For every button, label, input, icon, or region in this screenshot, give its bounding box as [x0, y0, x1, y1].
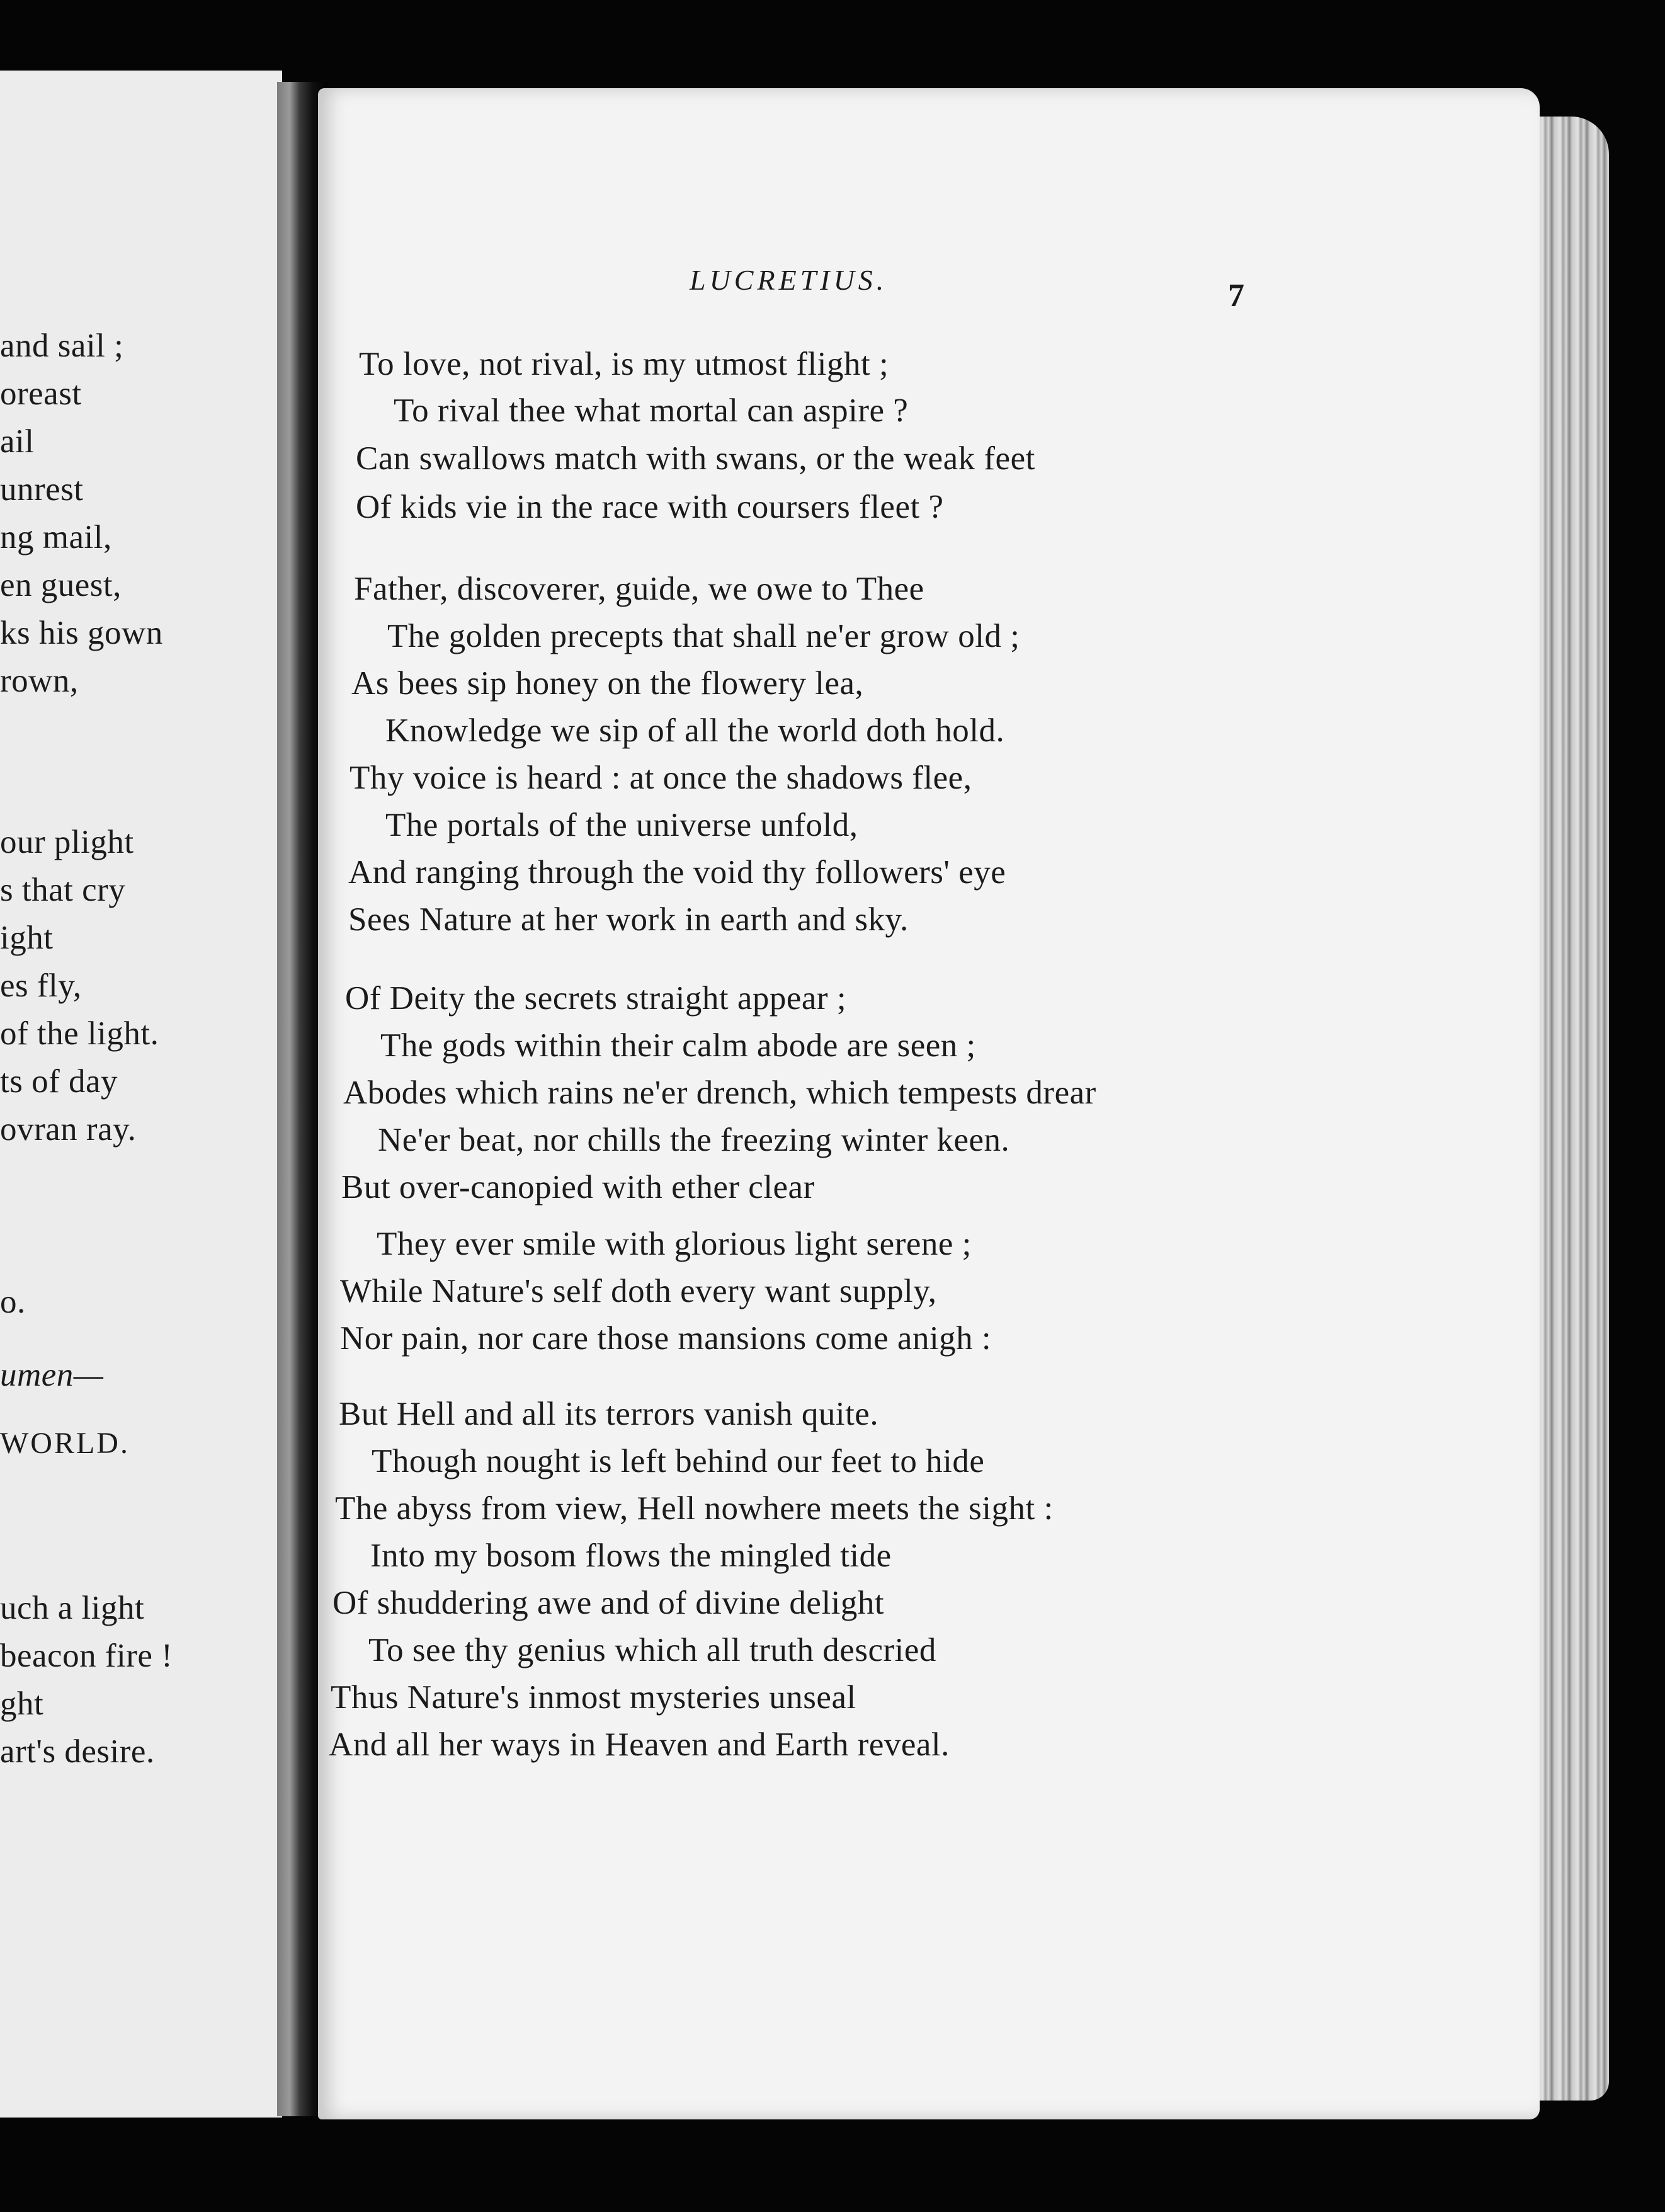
poem-line: Of shuddering awe and of divine delight — [332, 1585, 885, 1621]
left-line: and sail ; — [0, 328, 124, 364]
poem-line: But Hell and all its terrors vanish quite. — [339, 1396, 879, 1432]
poem-line: Thus Nature's inmost mysteries unseal — [331, 1679, 856, 1716]
poem-line: The gods within their calm abode are seen ; — [380, 1027, 976, 1064]
left-line: ght — [0, 1685, 44, 1722]
left-line: WORLD. — [0, 1427, 130, 1460]
left-line: of the light. — [0, 1015, 159, 1052]
poem-line: And all her ways in Heaven and Earth reveal. — [329, 1726, 950, 1763]
poem-line: To love, not rival, is my utmost flight ; — [359, 346, 889, 382]
poem-line: And ranging through the void thy followers' eye — [348, 854, 1006, 891]
poem-line: To rival thee what mortal can aspire ? — [394, 392, 909, 429]
poem-line: Sees Nature at her work in earth and sky. — [348, 901, 909, 938]
poem-line: Into my bosom flows the mingled tide — [370, 1537, 892, 1574]
left-line: en guest, — [0, 567, 122, 603]
left-line: our plight — [0, 824, 134, 860]
poem-line: As bees sip honey on the flowery lea, — [351, 665, 864, 702]
left-line: ng mail, — [0, 519, 112, 556]
poem-line: Though nought is left behind our feet to hide — [372, 1443, 985, 1479]
poem-line: Of Deity the secrets straight appear ; — [345, 980, 847, 1017]
poem-line: Abodes which rains ne'er drench, which tempests drear — [343, 1075, 1096, 1111]
left-line: umen— — [0, 1357, 104, 1393]
left-line: ks his gown — [0, 615, 163, 651]
poem-line: While Nature's self doth every want supply, — [340, 1273, 937, 1309]
left-page — [0, 71, 282, 2118]
running-header: LUCRETIUS. — [690, 264, 888, 296]
poem-line: They ever smile with glorious light serene ; — [377, 1226, 972, 1262]
poem-line: Ne'er beat, nor chills the freezing winter keen. — [378, 1122, 1010, 1158]
left-line: unrest — [0, 471, 84, 508]
poem-line: The golden precepts that shall ne'er grow old ; — [387, 618, 1020, 654]
poem-line: Of kids vie in the race with coursers fleet ? — [356, 489, 944, 525]
poem-line: Knowledge we sip of all the world doth hold. — [385, 712, 1005, 749]
poem-line: To see thy genius which all truth descried — [368, 1632, 936, 1668]
left-line: ail — [0, 423, 35, 460]
left-line: ovran ray. — [0, 1111, 137, 1148]
left-line: ight — [0, 920, 54, 956]
page-number: 7 — [1228, 278, 1244, 314]
poem-line: Nor pain, nor care those mansions come anigh : — [340, 1320, 992, 1357]
poem-line: Thy voice is heard : at once the shadows flee, — [349, 760, 972, 796]
left-line: oreast — [0, 375, 82, 412]
poem-line: The abyss from view, Hell nowhere meets the sight : — [335, 1490, 1054, 1527]
poem-line: Can swallows match with swans, or the weak feet — [356, 440, 1035, 477]
left-line: es fly, — [0, 967, 82, 1004]
poem-line: But over-canopied with ether clear — [341, 1169, 815, 1206]
left-line: uch a light — [0, 1590, 145, 1626]
left-line: s that cry — [0, 872, 126, 908]
left-line: rown, — [0, 663, 79, 699]
left-line: ts of day — [0, 1063, 118, 1100]
left-line: art's desire. — [0, 1733, 155, 1770]
poem-line: The portals of the universe unfold, — [385, 807, 858, 843]
left-line: o. — [0, 1284, 26, 1320]
poem-line: Father, discoverer, guide, we owe to Thee — [354, 571, 924, 607]
left-line: beacon fire ! — [0, 1638, 173, 1674]
